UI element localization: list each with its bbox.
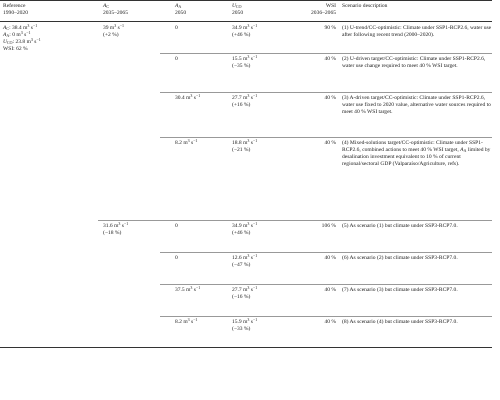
uco-cell: 34.9 $m^3$ $s^{-1}$ (+46 %)	[232, 22, 258, 39]
aa-cell: 30.4 $m^3$ $s^{-1}$	[175, 92, 201, 101]
wsi-cell: 90 %	[324, 25, 336, 31]
scenario-description: (2) U-driven target/CC-optimistic: Climate under SSP1-RCP2.6, water use change required to meet 40 % WSI target.	[342, 56, 486, 70]
scenario-description: (7) As scenario (3) but climate under SSP3-RCP7.0.	[342, 287, 458, 293]
header-aa: $A_A$ 2050	[175, 3, 187, 17]
header-uco: $U_{CO}$ 2050	[232, 3, 244, 17]
scenario-description: (4) Mixed-solutions target/CC-optimistic: Climate under SSP1-RCP2.6, combined actions to meet 40 % WSI target, $A_A$ limited by desalination investment equivalent to 10 % of current regional/sectoral GDP (Valparaíso/Agriculture, refs).	[342, 140, 491, 168]
reference-values	[3, 22, 41, 53]
header-scenario: Scenario description	[342, 3, 388, 9]
header-wsi: WSI 2036–2065	[311, 3, 336, 17]
reference-uco: $U_{CO}$: 23.8 $m^3$ $s^{-1}$	[3, 37, 41, 46]
wsi-cell: 106 %	[321, 223, 336, 229]
row-divider	[160, 252, 492, 253]
uco-cell: 34.9 $m^3$ $s^{-1}$ (+46 %)	[232, 220, 258, 237]
bottom-rule	[0, 347, 492, 348]
scenario-description: (8) As scenario (4) but climate under SSP3-RCP7.0.	[342, 319, 458, 325]
top-rule	[0, 0, 492, 1]
wsi-cell: 40 %	[324, 95, 336, 101]
uco-cell: 15.5 $m^3$ $s^{-1}$ (−35 %)	[232, 53, 258, 70]
reference-wsi: WSI: 62 %	[3, 46, 28, 53]
wsi-cell: 40 %	[324, 319, 336, 325]
aa-cell: 0	[175, 56, 178, 62]
row-divider	[160, 284, 492, 285]
row-divider	[160, 137, 492, 138]
reference-aa: $A_A$: 0 $m^3$ $s^{-1}$	[3, 29, 31, 39]
aa-cell: 0	[175, 255, 178, 261]
aa-cell: 0	[175, 223, 178, 229]
header-ac: $A_C$ 2035–2065	[103, 3, 128, 17]
group-divider	[98, 220, 492, 221]
row-divider	[160, 316, 492, 317]
uco-cell: 27.7 $m^3$ $s^{-1}$ (−16 %)	[232, 284, 258, 301]
uco-cell: 12.6 $m^3$ $s^{-1}$ (−47 %)	[232, 252, 258, 269]
wsi-cell: 40 %	[324, 287, 336, 293]
scenario-description: (5) As scenario (1) but climate under SSP3-RCP7.0.	[342, 223, 458, 229]
uco-cell: 18.8 $m^3$ $s^{-1}$ (−21 %)	[232, 137, 258, 154]
wsi-cell: 40 %	[324, 255, 336, 261]
aa-cell: 8.2 $m^3$ $s^{-1}$	[175, 137, 198, 146]
row-divider	[160, 92, 492, 93]
aa-cell: 0	[175, 25, 178, 31]
scenario-description: (6) As scenario (2) but climate under SSP3-RCP7.0.	[342, 255, 458, 261]
aa-cell: 8.2 $m^3$ $s^{-1}$	[175, 316, 198, 325]
row-divider	[160, 53, 492, 54]
wsi-cell: 40 %	[324, 56, 336, 62]
reference-ac: $A_C$: 38.4 $m^3$ $s^{-1}$	[3, 22, 38, 31]
aa-cell: 37.5 $m^3$ $s^{-1}$	[175, 284, 201, 293]
uco-cell: 27.7 $m^3$ $s^{-1}$ (+16 %)	[232, 92, 258, 109]
scenario-description: (1) U-trend/CC-optimistic: Climate under SSP1-RCP2.6, water use after following recent trend (2000–2020).	[342, 25, 492, 39]
uco-cell: 15.9 $m^3$ $s^{-1}$ (−33 %)	[232, 316, 258, 333]
wsi-cell: 40 %	[324, 140, 336, 146]
header-reference: Reference 1990–2020	[3, 3, 28, 17]
ac-group-optimistic: 39 $m^3$ $s^{-1}$ (+2 %)	[103, 22, 125, 39]
header-rule	[0, 21, 492, 22]
ac-group-pessimistic: 31.6 $m^3$ $s^{-1}$ (−18 %)	[103, 220, 129, 237]
scenario-description: (3) A-driven target/CC-optimistic: Climate under SSP1-RCP2.6, water use fixed to 2020 value, alternative water sources required to meet 40 % WSI target.	[342, 95, 491, 116]
